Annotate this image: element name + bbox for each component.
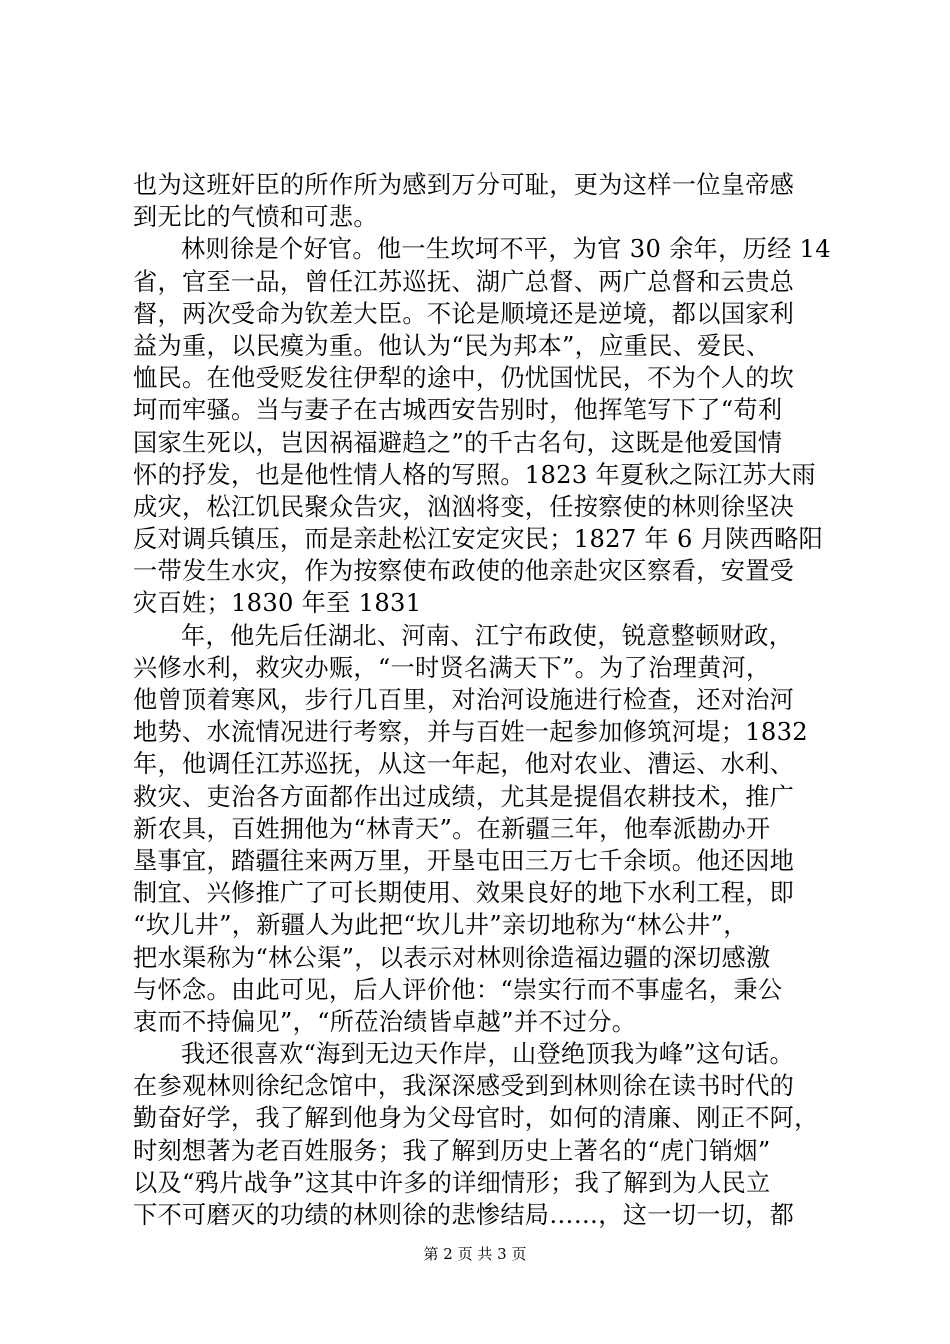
text-line: 救灾、吏治各方面都作出过成绩，尤其是提倡农耕技术，推广 [133, 782, 795, 811]
text-line: 怀的抒发，也是他性情人格的写照。1823 年夏秋之际江苏大雨 [133, 460, 816, 489]
text-line: 年，他调任江苏巡抚，从这一年起，他对农业、漕运、水利、 [133, 750, 795, 779]
text-line: 兴修水利，救灾办赈，“一时贤名满天下”。为了治理黄河， [133, 653, 771, 682]
text-line: 时刻想著为老百姓服务；我了解到历史上著名的“虎门销烟” [133, 1136, 771, 1165]
text-line: 恤民。在他受贬发往伊犁的途中，仍忧国忧民，不为个人的坎 [133, 364, 795, 393]
text-line: 以及“鸦片战争”这其中许多的详细情形；我了解到为人民立 [133, 1168, 771, 1197]
text-line: 与怀念。由此可见，后人评价他：“崇实行而不事虚名，秉公 [133, 975, 783, 1004]
text-line: 制宜、兴修推广了可长期使用、效果良好的地下水利工程，即 [133, 879, 795, 908]
text-line: 坷而牢骚。当与妻子在古城西安告别时，他挥笔写下了“苟利 [133, 396, 783, 425]
body-text [133, 169, 833, 1231]
text-line: 反对调兵镇压，而是亲赴松江安定灾民；1827 年 6 月陕西略阳 [133, 525, 824, 554]
text-line: 我还很喜欢“海到无边天作岸，山登绝顶我为峰”这句话。 [181, 1040, 795, 1069]
text-line: 把水渠称为“林公渠”，以表示对林则徐造福边疆的深切感激 [133, 943, 771, 972]
text-line: 林则徐是个好官。他一生坎坷不平，为官 30 余年，历经 14 [181, 235, 831, 264]
text-line: 国家生死以，岂因祸福避趋之”的千古名句，这既是他爱国情 [133, 428, 783, 457]
text-line: 也为这班奸臣的所作所为感到万分可耻，更为这样一位皇帝感 [133, 171, 795, 199]
text-line: 一带发生水灾，作为按察使布政使的他亲赴灾区察看，安置受 [133, 557, 795, 586]
text-line: 督，两次受命为钦差大臣。不论是顺境还是逆境，都以国家利 [133, 299, 795, 328]
text-line: 在参观林则徐纪念馆中，我深深感受到到林则徐在读书时代的 [133, 1072, 795, 1101]
text-line: 他曾顶着寒风，步行几百里，对治河设施进行检查，还对治河 [133, 686, 795, 714]
text-line: 新农具，百姓拥他为“林青天”。在新疆三年，他奉派勘办开 [133, 814, 771, 843]
text-line: 到无比的气愤和可悲。 [133, 203, 378, 232]
text-line: 地势、水流情况进行考察，并与百姓一起参加修筑河堤；1832 [133, 718, 808, 747]
text-line: 垦事宜，踏疆往来两万里，开垦屯田三万七千余顷。他还因地 [133, 846, 795, 875]
page-number-footer: 第 2 页 共 3 页 [423, 1245, 527, 1263]
text-line: 益为重，以民瘼为重。他认为“民为邦本”，应重民、爱民、 [133, 331, 771, 360]
text-line: “坎儿井”，新疆人为此把“坎儿井”亲切地称为“林公井”， [133, 911, 748, 940]
text-line: 年，他先后任湖北、河南、江宁布政使，锐意整顿财政， [181, 621, 794, 650]
text-line: 勤奋好学，我了解到他身为父母官时，如何的清廉、刚正不阿， [133, 1104, 819, 1133]
text-line: 省，官至一品，曾任江苏巡抚、湖广总督、两广总督和云贵总 [133, 267, 795, 296]
text-line: 成灾，松江饥民聚众告灾，汹汹将变，任按察使的林则徐坚决 [133, 492, 795, 521]
text-line: 灾百姓；1830 年至 1831 [133, 589, 422, 618]
text-line: 衷而不持偏见”，“所莅治绩皆卓越”并不过分。 [133, 1007, 637, 1036]
text-line: 下不可磨灭的功绩的林则徐的悲惨结局……，这一切一切，都 [133, 1201, 795, 1229]
